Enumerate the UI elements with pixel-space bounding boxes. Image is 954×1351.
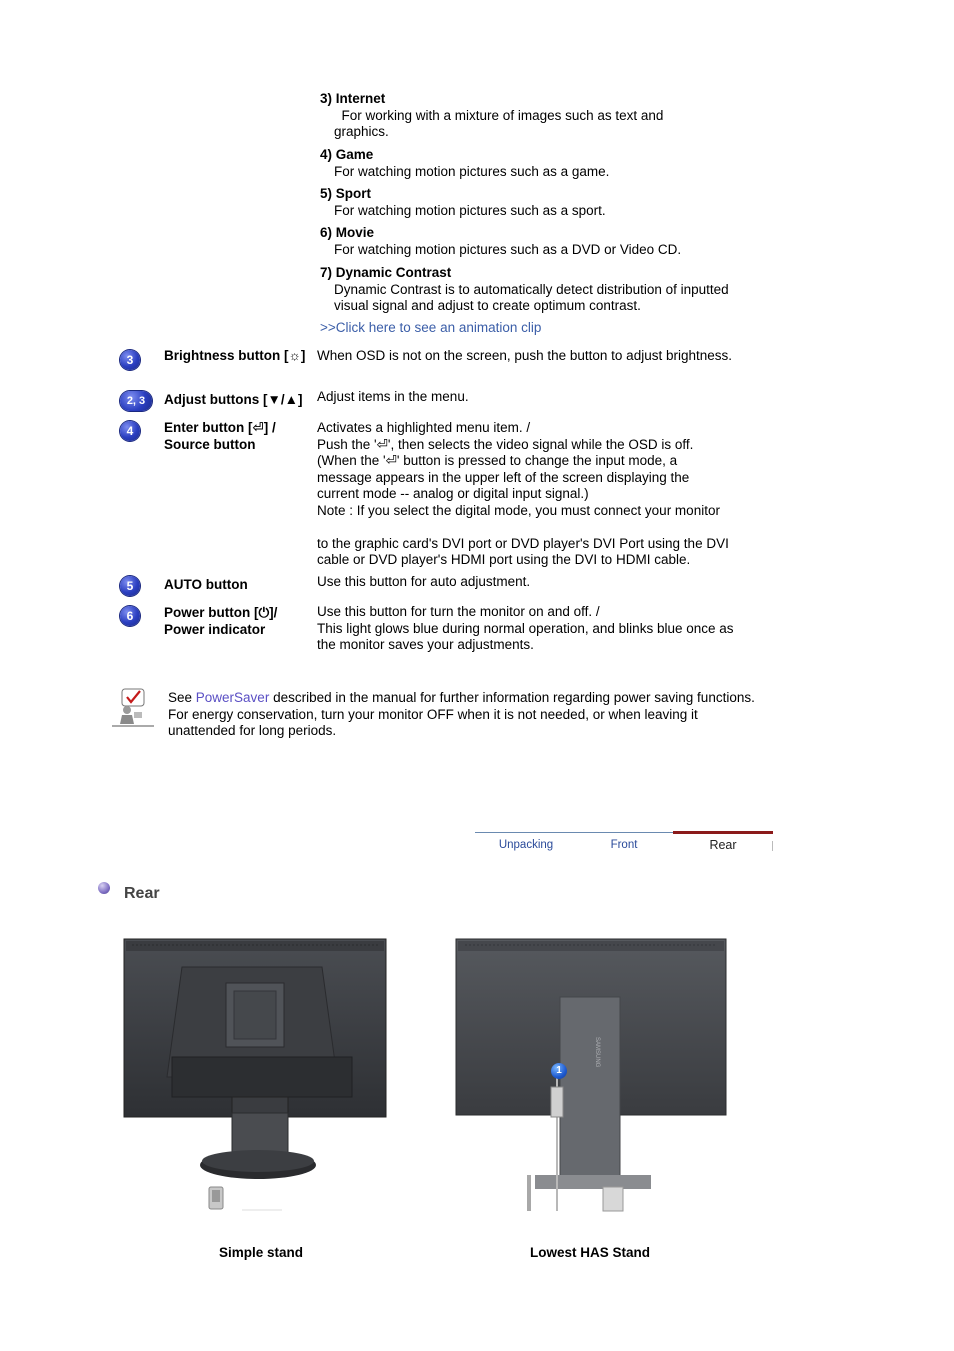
desc-line: Use this button for turn the monitor on and off. /	[317, 604, 600, 619]
power-button-desc	[317, 604, 757, 654]
has-stand-caption: Lowest HAS Stand	[529, 1245, 650, 1260]
mode-title: 3) Internet	[320, 91, 386, 106]
tab-rear[interactable]: Rear	[709, 838, 737, 852]
section-title: Rear	[124, 885, 160, 902]
number-badge-2-3: 2, 3	[120, 391, 152, 411]
note-prefix: See	[168, 690, 196, 705]
mode-desc: For watching motion pictures such as a game.	[334, 163, 610, 179]
desc-line: This light glows blue during normal operation, and blinks blue once as the monitor saves your adjustments.	[317, 620, 734, 652]
mode-internet	[320, 91, 740, 141]
tab-edge	[772, 841, 773, 851]
note-checkmark-icon	[112, 688, 154, 728]
desc-line	[317, 519, 757, 536]
mode-title: 4) Game	[320, 147, 374, 162]
enter-source-button-label: Enter button [⏎] / Source button	[164, 420, 276, 452]
simple-stand-caption: Simple stand	[218, 1245, 304, 1260]
mode-desc: Dynamic Contrast is to automatically detect distribution of inputted visual signal and adjust to create optimum contrast.	[334, 281, 729, 313]
enter-source-button-desc	[317, 420, 757, 569]
desc-line: Push the '⏎', then selects the video signal while the OSD is off.	[317, 436, 694, 452]
note-suffix: described in the manual for further information regarding power saving functions. For energy conservation, turn your monitor OFF when it is not needed, or when leaving it unattended for long periods.	[168, 690, 755, 738]
mode-desc: For watching motion pictures such as a sport.	[334, 202, 606, 218]
mode-dynamic-contrast	[320, 265, 740, 315]
mode-title: 7) Dynamic Contrast	[320, 265, 452, 280]
auto-button-desc: Use this button for auto adjustment.	[317, 574, 531, 589]
power-button-label: Power button [⏻]/ Power indicator	[164, 605, 278, 637]
number-badge-5: 5	[120, 576, 140, 596]
tab-front[interactable]: Front	[610, 839, 638, 851]
callout-badge-1: 1	[551, 1063, 567, 1079]
mode-desc: For watching motion pictures such as a DVD or Video CD.	[334, 241, 682, 257]
mode-sport	[320, 186, 740, 219]
simple-stand-image	[122, 937, 388, 1217]
powersaver-link[interactable]: PowerSaver	[195, 690, 270, 705]
brightness-button-desc: When OSD is not on the screen, push the button to adjust brightness.	[317, 348, 732, 363]
mode-desc: For working with a mixture of images such as text and graphics.	[334, 107, 668, 139]
mode-title: 6) Movie	[320, 225, 375, 240]
number-badge-6: 6	[120, 606, 140, 626]
number-badge-4: 4	[120, 421, 140, 441]
desc-line: to the graphic card's DVI port or DVD player's DVI Port using the DVI cable or DVD player's HDMI port using the DVI to HDMI cable.	[317, 535, 729, 567]
number-badge-3: 3	[120, 350, 140, 370]
section-tabs	[475, 832, 773, 856]
desc-line: Activates a highlighted menu item. /	[317, 420, 531, 435]
adjust-buttons-label: Adjust buttons [▼/▲]	[164, 392, 303, 407]
desc-line: (When the '⏎' button is pressed to change the input mode, a message appears in the upper left of the screen displaying the current mode -- analog or digital input signal.)	[317, 453, 690, 501]
mode-title: 5) Sport	[320, 186, 372, 201]
powersaver-note	[168, 690, 758, 740]
mode-game	[320, 147, 740, 180]
desc-line: Note : If you select the digital mode, you must connect your monitor	[317, 502, 720, 518]
adjust-buttons-desc: Adjust items in the menu.	[317, 389, 469, 404]
animation-clip-link[interactable]: >>Click here to see an animation clip	[320, 320, 542, 335]
svg-text:SAMSUNG: SAMSUNG	[594, 1037, 600, 1068]
section-bullet-icon	[98, 882, 110, 894]
brightness-button-label: Brightness button [☼]	[164, 348, 306, 363]
has-stand-image	[455, 937, 727, 1213]
auto-button-label: AUTO button	[164, 577, 248, 592]
mode-movie	[320, 225, 740, 258]
tab-unpacking[interactable]: Unpacking	[498, 839, 554, 851]
